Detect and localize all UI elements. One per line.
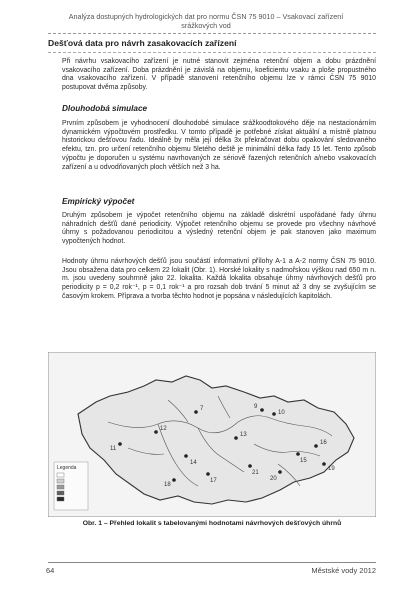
station-label: 15	[300, 458, 307, 464]
station-label: 18	[164, 482, 171, 488]
station-label: 9	[254, 404, 258, 410]
station-marker	[234, 436, 238, 440]
station-label: 20	[270, 476, 277, 482]
legend-swatch	[57, 491, 64, 495]
header-divider	[48, 33, 376, 34]
map-legend	[54, 462, 88, 510]
header-line-1: Analýza dostupných hydrologických dat pro normu ČSN 75 9010 – Vsakovací zařízení	[68, 12, 344, 21]
station-marker	[206, 472, 210, 476]
empiricky-paragraph-1: Druhým způsobem je výpočet retenčního objemu na základě diskrétní uspořádané řady úhrnu náhradních dešťů dané periodicity. Výpočet retenčního objemu se provede pro všechny návrhové úhrny s požadovanou periodicitou a výsledný retenční objem je pak stanoven jako maximum vypočtených hodnot.	[62, 212, 376, 246]
station-marker	[296, 452, 300, 456]
station-marker	[260, 408, 264, 412]
legend-title: Legenda	[57, 465, 77, 471]
figure-caption: Obr. 1 – Přehled lokalit s tabelovanými hodnotami návrhových dešťových úhrnů	[82, 520, 342, 527]
legend-swatch	[57, 479, 64, 483]
legend-swatch	[57, 497, 64, 501]
station-marker	[154, 430, 158, 434]
station-label: 17	[210, 478, 217, 484]
station-marker	[172, 478, 176, 482]
station-marker	[118, 442, 122, 446]
station-marker	[322, 462, 326, 466]
station-label: 21	[252, 470, 259, 476]
station-label: 14	[190, 460, 197, 466]
station-marker	[272, 412, 276, 416]
running-header	[40, 12, 372, 30]
header-line-2: srážkových vod	[181, 21, 231, 30]
station-label: 12	[160, 426, 167, 432]
section-title: Dešťová data pro návrh zasakovacích zařízení	[48, 38, 237, 48]
empiricky-paragraph-2: Hodnoty úhrnu návrhových dešťů jsou součástí informativní přílohy A-1 a A-2 normy ČSN 75 9010. Jsou obsažena data pro celkem 22 lokalit (Obr. 1). Horské lokality s nadmořskou výškou nad 650 m n. m. jsou uvedeny souhrnně jako 22. lokalita. Každá lokalita obsahuje úhrny návrhových dešťů pro periodicity p = 0,2 rok⁻¹, p = 0,1 rok⁻¹ a pro rozsah dob trvání 5 minut až 3 dny se zvyšujícím se časovým krokem. Příprava a tvorba těchto hodnot je popsána v následujících kapitolách.	[62, 258, 376, 300]
map-figure	[48, 352, 376, 517]
intro-paragraph: Při návrhu vsakovacího zařízení je nutné stanovit zejména retenční objem a dobu prázdnění vsakovacího zařízení. Doba prázdnění je závislá na objemu, koeficientu vsaku a ploše propustného dna vsakovacího zařízení. V případě stanovení retenčního objemu lze v rámci ČSN 75 9010 postupovat dvěma způsoby.	[62, 58, 376, 92]
station-marker	[314, 444, 318, 448]
station-marker	[248, 464, 252, 468]
section-divider	[48, 52, 376, 53]
station-label: 10	[278, 410, 285, 416]
legend-swatch	[57, 473, 64, 477]
station-marker	[194, 410, 198, 414]
station-marker	[184, 454, 188, 458]
station-label: 16	[320, 440, 327, 446]
footer-divider	[48, 562, 376, 563]
station-marker	[278, 470, 282, 474]
dlouhodoba-paragraph: Prvním způsobem je vyhodnocení dlouhodobé simulace srážkoodtokového děje na nestacionárním dynamickém výpočtovém prostředku. V tomto případě je potřebné získat aktuální a místně platnou historickou dešťovou řadu. Ideálně by měla její délka 3x překračovat dobu opakování sledovaného efektu, tzn. pro určení retenčního objemu 5letého deště je minimální délka řady 15 let. Tento způsob výpočtu je doporučen u systému navrhovaných ze sériově řazených retenčních a/nebo vsakovacích zařízení a u odvodňovaných ploch větších než 3 ha.	[62, 120, 376, 171]
page-number: 64	[46, 566, 55, 575]
station-label: 7	[200, 406, 204, 412]
journal-name: Městské vody 2012	[311, 566, 376, 575]
subsection-title-dlouhodoba: Dlouhodobá simulace	[62, 104, 148, 113]
station-label: 19	[328, 466, 335, 472]
subsection-title-empiricky: Empirický výpočet	[62, 197, 135, 206]
station-label: 11	[110, 446, 117, 452]
station-label: 13	[240, 432, 247, 438]
legend-swatch	[57, 485, 64, 489]
